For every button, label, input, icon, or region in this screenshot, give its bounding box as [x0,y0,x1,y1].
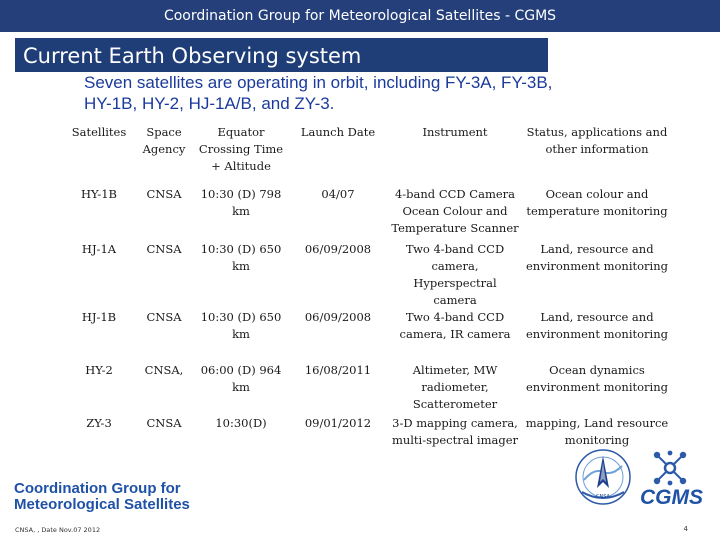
slide-title-text: Current Earth Observing system [23,44,362,68]
table-cell: 10:30(D) [215,416,267,430]
footer-note: CNSA, , Date Nov.07 2012 [15,526,101,534]
org-name-line-1: Coordination Group for [14,480,181,497]
header-bar [0,0,720,32]
table-cell: CNSA [146,310,182,324]
table-row [64,309,672,362]
table-cell: CNSA [146,187,182,201]
column-header: Space Agency [142,125,186,156]
table-cell: Two 4-band CCD camera, IR camera [399,310,511,341]
cgms-mark-icon [652,450,688,486]
column-header: Satellites [71,125,127,139]
table-cell: 10:30 (D) 798 km [200,187,282,218]
table-cell: CNSA, [144,363,184,377]
page-number: 4 [683,525,688,533]
table-cell: 06/09/2008 [304,310,372,324]
column-header: Status, applications and other information [526,125,668,156]
table-cell: ZY-3 [86,416,112,430]
table-cell: Ocean colour and temperature monitoring [526,187,668,218]
table-cell: 10:30 (D) 650 km [200,242,282,273]
column-header: Equator Crossing Time + Altitude [198,125,284,173]
table-cell: Altimeter, MW radiometer, Scatterometer [412,363,498,411]
table-cell: HY-1B [80,187,117,201]
satellites-table [64,122,672,455]
column-header: Launch Date [300,125,376,139]
table-row [64,362,672,415]
column-header: Instrument [422,125,488,139]
table-cell: 06:00 (D) 964 km [200,363,282,394]
cgms-org-logo-text [14,481,190,513]
slide-title [15,38,548,72]
header-title: Coordination Group for Meteorological Satellites - CGMS [163,8,557,24]
table-cell: Ocean dynamics environment monitoring [525,363,668,394]
table-cell: 3-D mapping camera, multi-spectral imager [391,416,519,447]
table-cell: 16/08/2011 [304,363,372,377]
table-cell: CNSA [146,242,182,256]
table-cell: CNSA [146,416,182,430]
subtitle-line-1: Seven satellites are operating in orbit, including FY-3A, FY-3B, [84,73,553,92]
table-row [64,186,672,241]
table-cell: 10:30 (D) 650 km [200,310,282,341]
table-header-row [64,122,672,186]
org-name-line-2: Meteorological Satellites [14,496,190,513]
cnsa-logo-icon [574,448,632,506]
table-cell: mapping, Land resource monitoring [525,416,669,447]
cnsa-logo-text: CNSA [596,494,610,500]
table-cell: HJ-1A [81,242,117,256]
table-cell: Two 4-band CCD camera, Hyperspectral camera [405,242,505,307]
table-cell: HJ-1B [81,310,117,324]
table-cell: 04/07 [321,187,355,201]
cgms-logo-text: CGMS [640,486,703,509]
slide-subtitle [84,72,684,114]
table-cell: 06/09/2008 [304,242,372,256]
subtitle-line-2: HY-1B, HY-2, HJ-1A/B, and ZY-3. [84,94,335,113]
table-cell: Land, resource and environment monitoring [525,310,668,341]
table-cell: Land, resource and environment monitoring [525,242,668,273]
table-cell: 4-band CCD Camera Ocean Colour and Temperature Scanner [391,187,519,235]
table-row [64,241,672,309]
table-cell: HY-2 [85,363,113,377]
table-cell: 09/01/2012 [304,416,372,430]
